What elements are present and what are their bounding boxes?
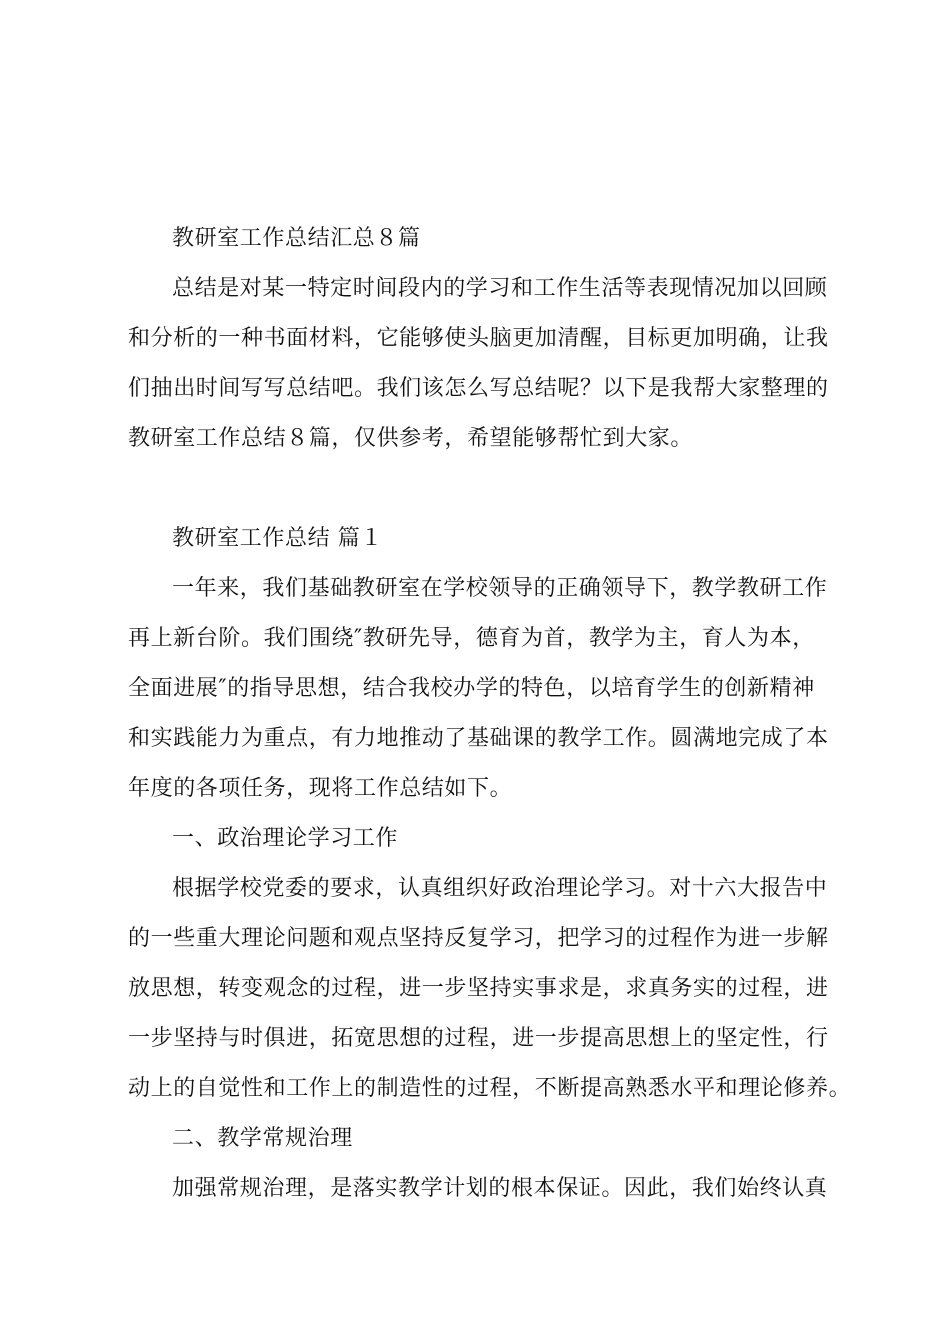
section-line-1: 一年来，我们基础教研室在学校领导的正确领导下，教学教研工作	[172, 576, 828, 601]
section-line-4: 和实践能力为重点，有力地推动了基础课的教学工作。圆满地完成了本	[128, 726, 829, 751]
section-line-3: 全面进展″的指导思想，结合我校办学的特色，以培育学生的创新精神	[128, 676, 815, 701]
para-2-line-1: 加强常规治理，是落实教学计划的根本保证。因此，我们始终认真	[172, 1176, 828, 1201]
section-heading: 教研室工作总结 篇１	[172, 526, 383, 551]
intro-line-3: 们抽出时间写写总结吧。我们该怎么写总结呢？以下是我帮大家整理的	[128, 376, 829, 401]
subheading-politics: 一、政治理论学习工作	[172, 826, 399, 851]
para-1-line-4: 一步坚持与时俱进，拓宽思想的过程，进一步提高思想上的坚定性，行	[128, 1026, 829, 1051]
para-1-line-1: 根据学校党委的要求，认真组织好政治理论学习。对十六大报告中	[172, 876, 828, 901]
section-line-2: 再上新台阶。我们围绕″教研先导，德育为首，教学为主，育人为本，	[128, 626, 815, 651]
intro-line-4: 教研室工作总结８篇，仅供参考，希望能够帮忙到大家。	[128, 426, 694, 451]
para-1-line-5: 动上的自觉性和工作上的制造性的过程，不断提高熟悉水平和理论修养。	[128, 1076, 852, 1101]
para-1-line-3: 放思想，转变观念的过程，进一步坚持实事求是，求真务实的过程，进	[128, 976, 829, 1001]
intro-line-2: 和分析的一种书面材料，它能够使头脑更加清醒，目标更加明确，让我	[128, 326, 829, 351]
section-line-5: 年度的各项任务，现将工作总结如下。	[128, 776, 513, 801]
intro-line-1: 总结是对某一特定时间段内的学习和工作生活等表现情况加以回顾	[172, 276, 828, 301]
subheading-teaching: 二、教学常规治理	[172, 1126, 353, 1151]
document-title: 教研室工作总结汇总８篇	[172, 226, 421, 251]
para-1-line-2: 的一些重大理论问题和观点坚持反复学习，把学习的过程作为进一步解	[128, 926, 829, 951]
